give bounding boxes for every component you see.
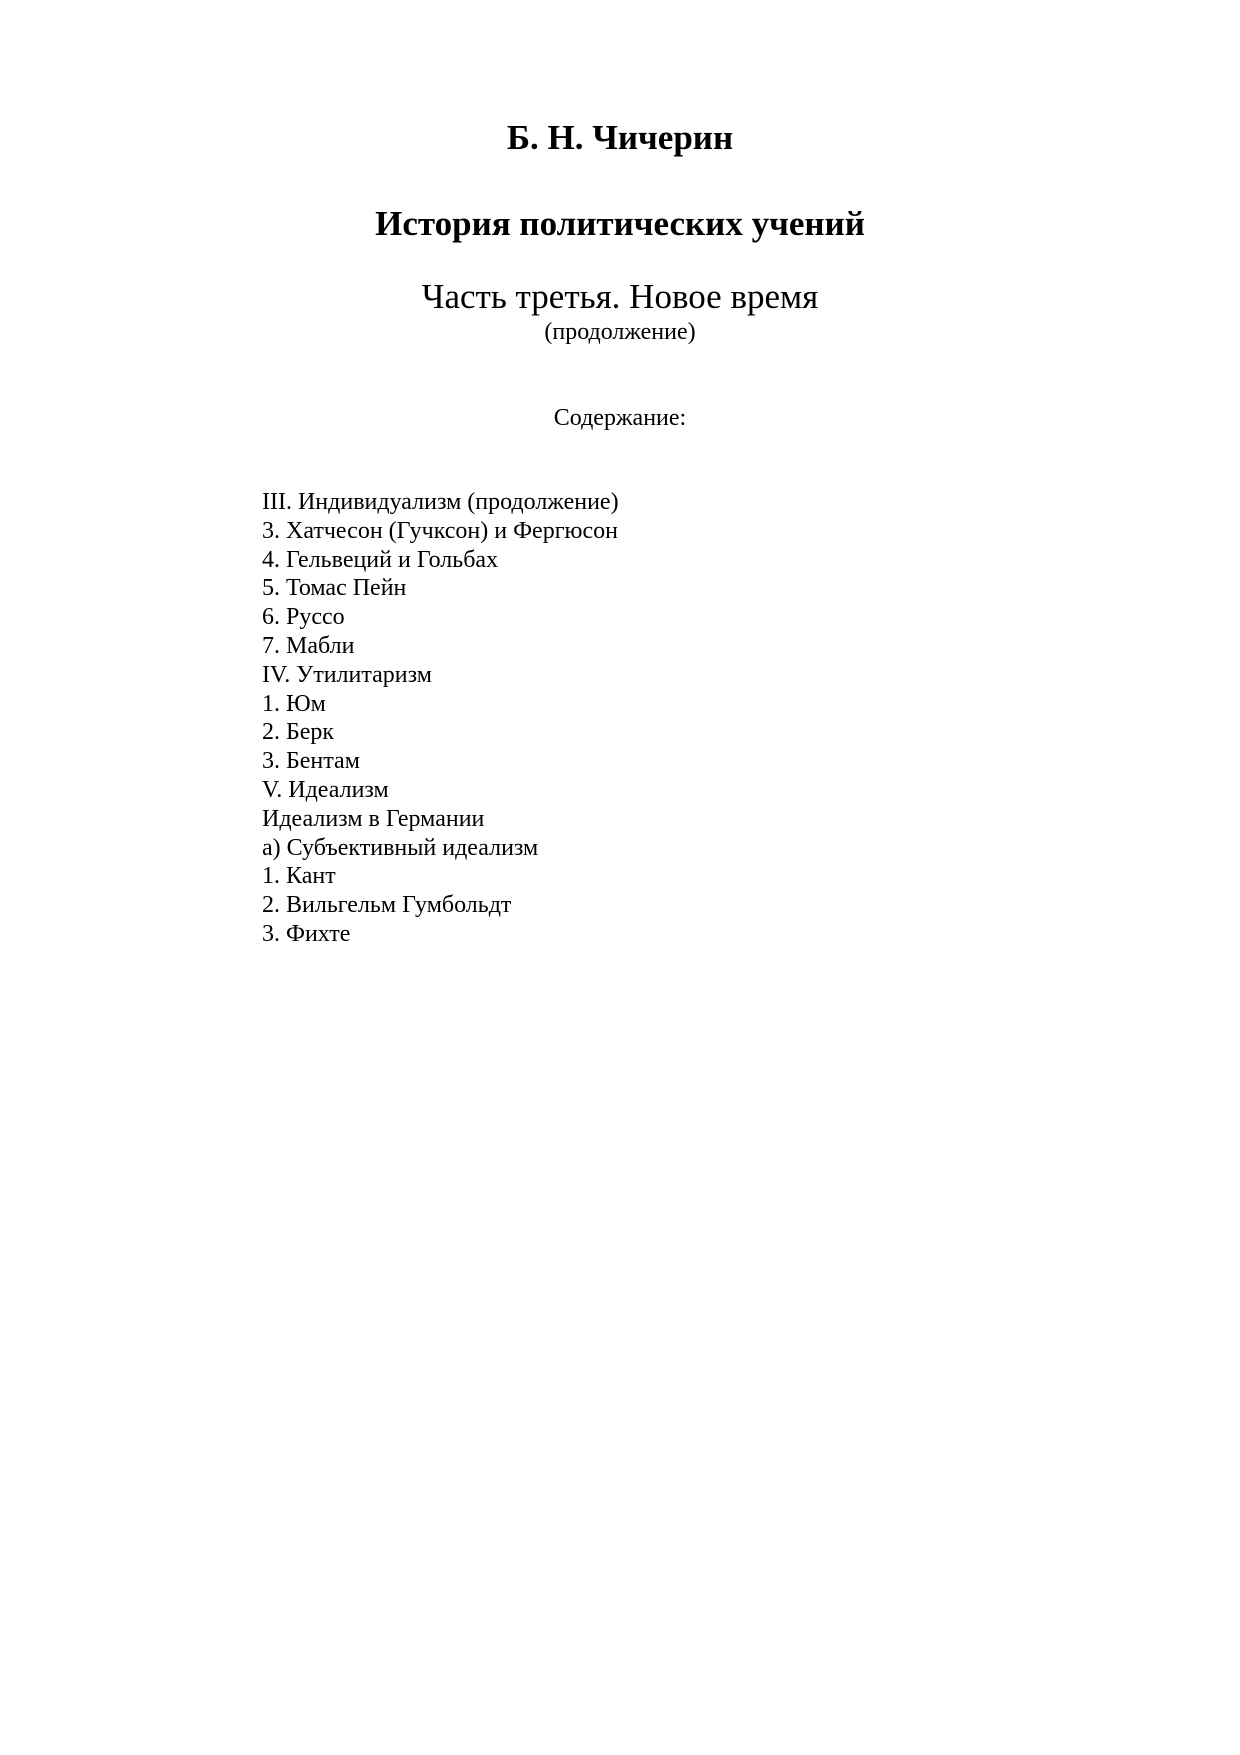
toc-item: 3. Бентам — [262, 748, 360, 775]
toc-item: 3. Фихте — [262, 920, 351, 947]
toc-item: 1. Юм — [262, 690, 326, 717]
toc-item: 7. Мабли — [262, 632, 355, 659]
toc-item: 5. Томас Пейн — [262, 575, 407, 602]
toc-item: Идеализм в Германии — [262, 805, 485, 832]
toc-item: 6. Руссо — [262, 604, 345, 631]
table-of-contents — [262, 488, 619, 949]
toc-item: 3. Хатчесон (Гучксон) и Фергюсон — [262, 517, 618, 544]
toc-item: 1. Кант — [262, 863, 336, 890]
toc-item: 2. Берк — [262, 719, 335, 746]
toc-item: а) Субъективный идеализм — [262, 834, 539, 861]
toc-item: IV. Утилитаризм — [262, 661, 432, 688]
book-title: История политических учений — [375, 204, 865, 243]
part-subtitle: Часть третья. Новое время — [421, 277, 819, 316]
contents-heading: Содержание: — [553, 405, 687, 431]
toc-item: III. Индивидуализм (продолжение) — [262, 489, 619, 515]
subtitle-note: (продолжение) — [544, 319, 696, 345]
toc-item: 4. Гельвеций и Гольбах — [262, 546, 499, 573]
toc-item: 2. Вильгельм Гумбольдт — [262, 892, 512, 919]
author-name: Б. Н. Чичерин — [506, 118, 734, 157]
toc-item: V. Идеализм — [262, 776, 389, 803]
